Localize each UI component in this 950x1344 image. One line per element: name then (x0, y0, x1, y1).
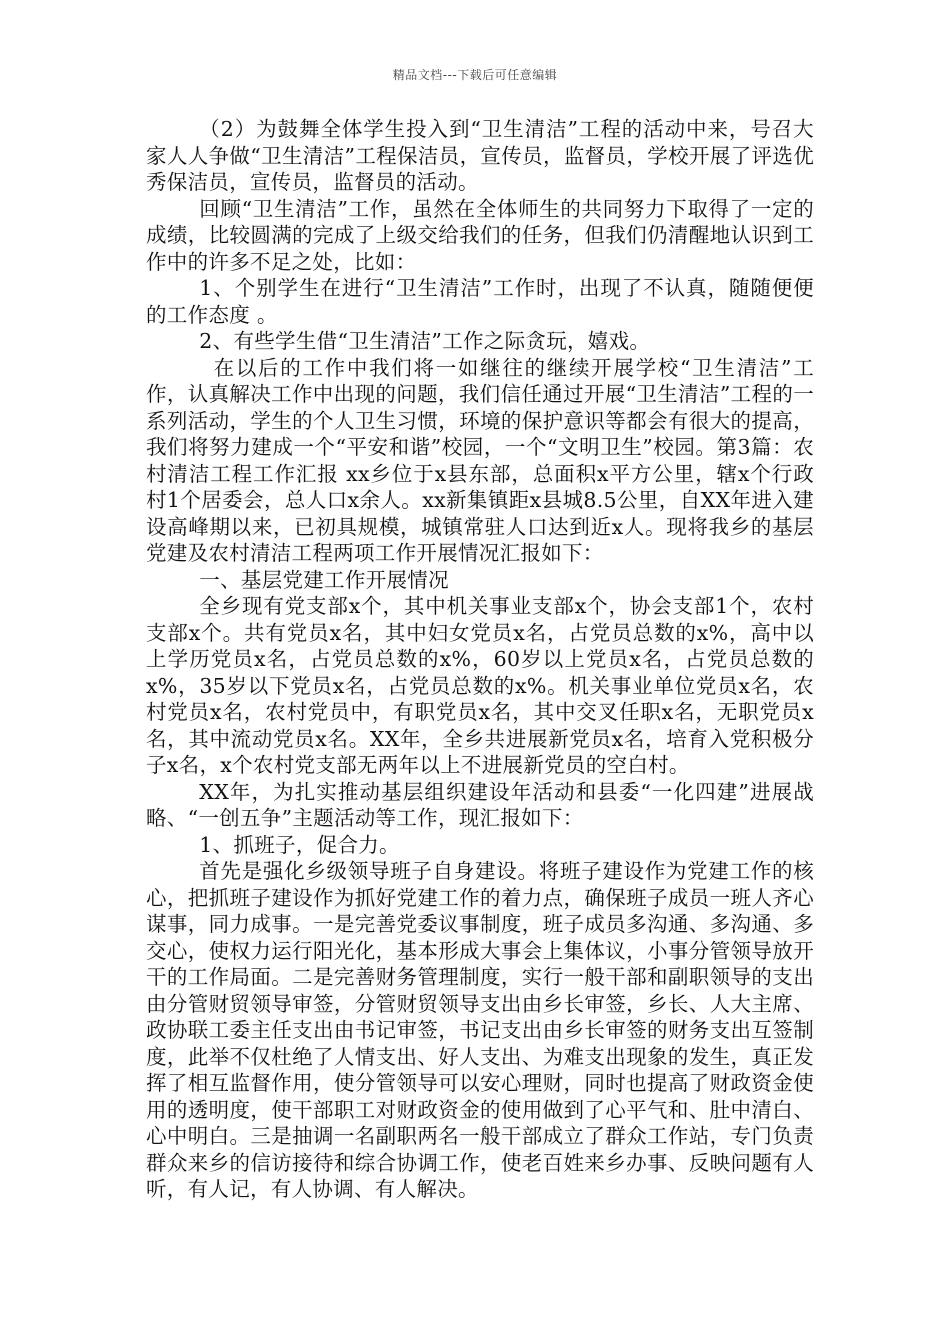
paragraph: 回顾“卫生清洁”工作，虽然在全体师生的共同努力下取得了一定的成绩，比较圆满的完成了上级交给我们的任务，但我们仍清醒地认识到工作中的许多不足之处，比如： (146, 196, 814, 274)
document-body (146, 116, 814, 1203)
paragraph: 在以后的工作中我们将一如继往的继续开展学校“卫生清洁”工作，认真解决工作中出现的问题，我们信任通过开展“卫生清洁”工程的一系列活动，学生的个人卫生习惯，环境的保护意识等都会有很大的提高，我们将努力建成一个“平安和谐”校园，一个“文明卫生”校园。第3篇：农村清洁工程工作汇报 xx乡位于x县东部，总面积x平方公里，辖x个行政村1个居委会，总人口x余人。xx新集镇距x县城8.5公里，自XX年进入建设高峰期以来，已初具规模，城镇常驻人口达到近x人。现将我乡的基层党建及农村清洁工程两项工作开展情况汇报如下： (146, 355, 814, 565)
paragraph: 全乡现有党支部x个，其中机关事业支部x个，协会支部1个，农村支部x个。共有党员x名，其中妇女党员x名，占党员总数的x%，高中以上学历党员x名，占党员总数的x%，60岁以上党员x名，占党员总数的x%，35岁以下党员x名，占党员总数的x%。机关事业单位党员x名，农村党员x名，农村党员中，有职党员x名，其中交叉任职x名，无职党员x名，其中流动党员x名。XX年，全乡共进展新党员x名，培育入党积极分子x名，x个农村党支部无两年以上不进展新党员的空白村。 (146, 594, 814, 777)
paragraph: 2、有些学生借“卫生清洁”工作之际贪玩，嬉戏。 (199, 329, 651, 353)
paragraph: 1、个别学生在进行“卫生清洁”工作时，出现了不认真，随随便便的工作态度 。 (146, 276, 814, 327)
paragraph: （2）为鼓舞全体学生投入到“卫生清洁”工程的活动中来，号召大家人人争做“卫生清洁”工程保洁员，宣传员，监督员，学校开展了评选优秀保洁员，宣传员，监督员的活动。 (146, 117, 814, 194)
page-header: 精品文档---下载后可任意编辑 (392, 68, 558, 82)
paragraph: 首先是强化乡级领导班子自身建设。将班子建设作为党建工作的核心，把抓班子建设作为抓好党建工作的着力点，确保班子成员一班人齐心谋事，同力成事。一是完善党委议事制度，班子成员多沟通、多沟通、多交心，使权力运行阳光化，基本形成大事会上集体议，小事分管领导放开干的工作局面。二是完善财务管理制度，实行一般干部和副职领导的支出由分管财贸领导审签，分管财贸领导支出由乡长审签，乡长、人大主席、政协联工委主任支出由书记审签，书记支出由乡长审签的财务支出互签制度，此举不仅杜绝了人情支出、好人支出、为难支出现象的发生，真正发挥了相互监督作用，使分管领导可以安心理财，同时也提高了财政资金使用的透明度，使干部职工对财政资金的使用做到了心平气和、肚中清白、心中明白。三是抽调一名副职两名一般干部成立了群众工作站，专门负责群众来乡的信访接待和综合协调工作，使老百姓来乡办事、反映问题有人听，有人记，有人协调、有人解决。 (146, 859, 814, 1201)
section-heading: 一、基层党建工作开展情况 (199, 567, 449, 592)
paragraph: XX年，为扎实推动基层组织建设年活动和县委“一化四建”进展战略、“一创五争”主题活动等工作，现汇报如下： (146, 779, 814, 830)
subsection-heading: 1、抓班子，促合力。 (199, 832, 400, 857)
